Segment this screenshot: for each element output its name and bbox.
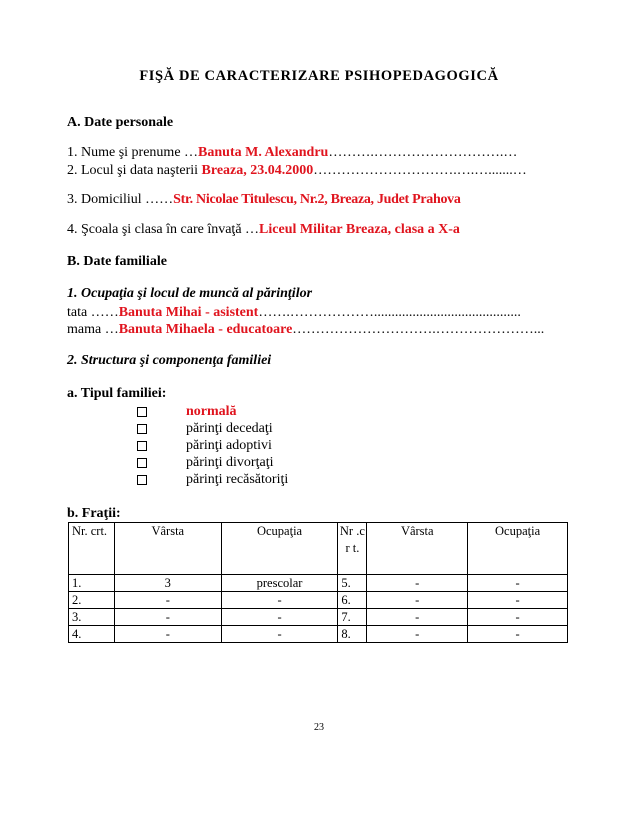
field-scoala-label: 4. Şcoala şi clasa în care învaţă … — [67, 222, 260, 237]
tipul-option-label: părinţi divorţaţi — [186, 455, 274, 470]
checkbox-icon — [137, 458, 147, 468]
field-nume-value: Banuta M. Alexandru — [198, 145, 329, 160]
header-nr-crt-2: Nr .cr t. — [338, 523, 367, 575]
field-mama-dots: ………………………….…………………... — [292, 322, 545, 337]
table-cell: 6. — [338, 592, 367, 609]
header-nr-crt: Nr. crt. — [69, 523, 115, 575]
field-tata-label: tata …… — [67, 305, 119, 320]
table-cell: 3 — [114, 575, 221, 592]
table-cell: - — [221, 609, 338, 626]
table-cell: - — [221, 626, 338, 643]
field-locul-label: 2. Locul şi data naşterii — [67, 163, 202, 178]
tipul-option-decedati — [137, 421, 273, 437]
field-nume-dots: ……….……………………….… — [328, 145, 518, 160]
table-cell: - — [468, 592, 568, 609]
section-b-heading: B. Date familiale — [67, 254, 167, 269]
table-row — [69, 626, 568, 643]
table-cell: - — [367, 592, 468, 609]
field-nume-label: 1. Nume şi prenume … — [67, 145, 199, 160]
structura-heading: 2. Structura şi componenţa familiei — [67, 353, 272, 368]
table-cell: - — [114, 592, 221, 609]
tipul-option-label: părinţi adoptivi — [186, 438, 272, 453]
checkbox-icon — [137, 475, 147, 485]
field-mama-value: Banuta Mihaela - educatoare — [118, 322, 293, 337]
table-cell: 1. — [69, 575, 115, 592]
field-mama-label: mama … — [67, 322, 119, 337]
tipul-option-label: părinţi recăsătoriţi — [186, 472, 289, 487]
checkbox-icon — [137, 441, 147, 451]
table-cell: - — [367, 609, 468, 626]
tipul-option-recasatoriti — [137, 472, 289, 488]
table-row — [69, 609, 568, 626]
fratii-heading: b. Fraţii: — [67, 506, 121, 521]
field-locul-dots: ………………………….….….......… — [313, 163, 527, 178]
table-cell: - — [114, 609, 221, 626]
field-mama — [67, 322, 544, 338]
table-cell: - — [221, 592, 338, 609]
field-locul — [67, 163, 527, 179]
table-row — [69, 575, 568, 592]
table-cell: 5. — [338, 575, 367, 592]
table-cell: prescolar — [221, 575, 338, 592]
tipul-option-normala — [137, 404, 237, 420]
field-tata — [67, 305, 521, 321]
tipul-option-divortati — [137, 455, 274, 471]
tipul-heading: a. Tipul familiei: — [67, 386, 167, 401]
table-header-row — [69, 523, 568, 575]
table-cell: - — [468, 609, 568, 626]
page-title: FIŞĂ DE CARACTERIZARE PSIHOPEDAGOGICĂ — [139, 68, 499, 84]
header-ocupatia-2: Ocupaţia — [468, 523, 568, 575]
field-scoala — [67, 222, 460, 238]
table-cell: - — [367, 575, 468, 592]
field-locul-value: Breaza, 23.04.2000 — [201, 163, 314, 178]
table-cell: 8. — [338, 626, 367, 643]
field-scoala-value: Liceul Militar Breaza, clasa a X-a — [259, 222, 460, 237]
header-varsta: Vârsta — [114, 523, 221, 575]
table-cell: 3. — [69, 609, 115, 626]
field-tata-value: Banuta Mihai - asistent — [118, 305, 259, 320]
checkbox-icon — [137, 424, 147, 434]
field-domiciliul — [67, 192, 461, 208]
tipul-option-label: părinţi decedaţi — [186, 421, 273, 436]
field-domiciliul-label: 3. Domiciliul …… — [67, 192, 174, 207]
table-cell: 4. — [69, 626, 115, 643]
section-a-heading: A. Date personale — [67, 115, 174, 130]
checkbox-icon — [137, 407, 147, 417]
tipul-option-label: normală — [186, 404, 237, 419]
field-domiciliul-value: Str. Nicolae Titulescu, Nr.2, Breaza, Judet Prahova — [173, 192, 461, 207]
header-varsta-2: Vârsta — [367, 523, 468, 575]
table-cell: - — [114, 626, 221, 643]
fratii-table — [68, 522, 568, 643]
table-cell: - — [468, 575, 568, 592]
ocupatia-heading: 1. Ocupaţia şi locul de muncă al părinţilor — [67, 286, 313, 301]
table-cell: - — [367, 626, 468, 643]
table-row — [69, 592, 568, 609]
table-cell: - — [468, 626, 568, 643]
field-nume — [67, 145, 517, 161]
table-cell: 2. — [69, 592, 115, 609]
header-ocupatia: Ocupaţia — [221, 523, 338, 575]
table-cell: 7. — [338, 609, 367, 626]
field-tata-dots: …….……………….......................................... — [258, 305, 521, 320]
page-number: 23 — [314, 722, 324, 733]
tipul-option-adoptivi — [137, 438, 272, 454]
